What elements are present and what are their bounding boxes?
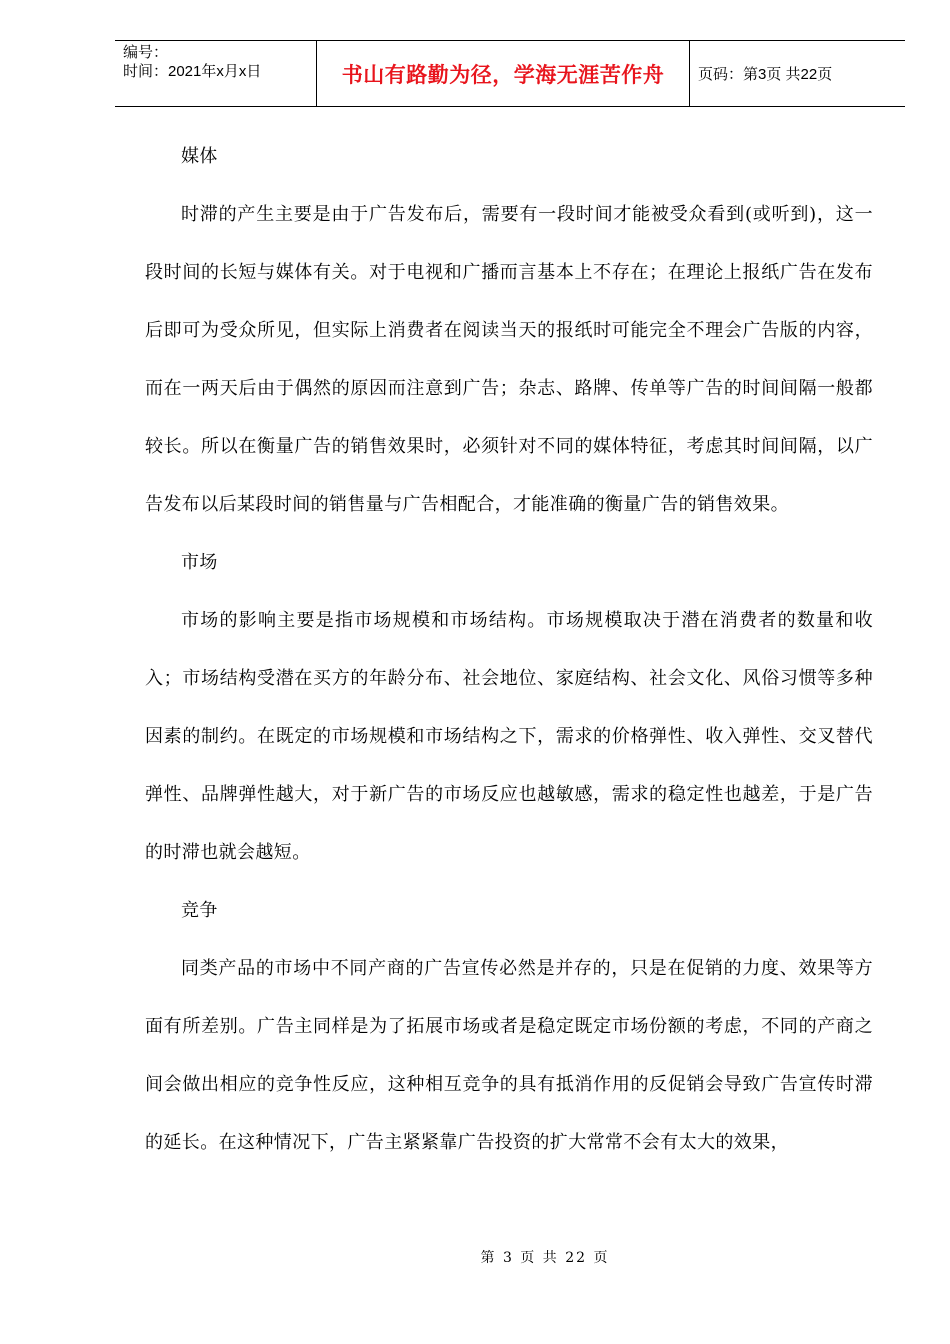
section-paragraph-media: 时滞的产生主要是由于广告发布后，需要有一段时间才能被受众看到(或听到)，这一段时间的长短与媒体有关。对于电视和广播而言基本上不存在；在理论上报纸广告在发布后即可为受众所见，但实际上消费者在阅读当天的报纸时可能完全不理会广告版的内容，而在一两天后由于偶然的原因而注意到广告；杂志、路牌、传单等广告的时间间隔一般都较长。所以在衡量广告的销售效果时，必须针对不同的媒体特征，考虑其时间间隔，以广告发布以后某段时间的销售量与广告相配合，才能准确的衡量广告的销售效果。: [145, 204, 873, 515]
page-footer: 第 3 页 共 22 页: [480, 1250, 610, 1266]
page-header: [115, 40, 905, 107]
section-heading-market: 市场: [181, 552, 218, 573]
section-paragraph-market: 市场的影响主要是指市场规模和市场结构。市场规模取决于潜在消费者的数量和收入；市场结构受潜在买方的年龄分布、社会地位、家庭结构、社会文化、风俗习惯等多种因素的制约。在既定的市场规模和市场结构之下，需求的价格弹性、收入弹性、交叉替代弹性、品牌弹性越大，对于新广告的市场反应也越敏感，需求的稳定性也越差，于是广告的时滞也就会越短。: [145, 610, 873, 863]
header-motto: 书山有路勤为径，学海无涯苦作舟: [341, 62, 665, 87]
header-motto-cell: [316, 41, 690, 106]
time-label: 时间：2021年x月x日: [123, 63, 262, 80]
header-page-number: 页码：第3页 共22页: [698, 66, 833, 83]
header-meta-cell: [115, 41, 316, 106]
document-body: [145, 128, 873, 1172]
section-heading-media: 媒体: [181, 146, 218, 167]
section-paragraph-competition: 同类产品的市场中不同产商的广告宣传必然是并存的，只是在促销的力度、效果等方面有所差别。广告主同样是为了拓展市场或者是稳定既定市场份额的考虑，不同的产商之间会做出相应的竞争性反应，这种相互竞争的具有抵消作用的反促销会导致广告宣传时滞的延长。在这种情况下，广告主紧紧靠广告投资的扩大常常不会有太大的效果，: [145, 958, 873, 1153]
header-page-cell: [690, 41, 905, 106]
section-heading-competition: 竞争: [181, 900, 218, 921]
serial-label: 编号：: [123, 44, 169, 61]
